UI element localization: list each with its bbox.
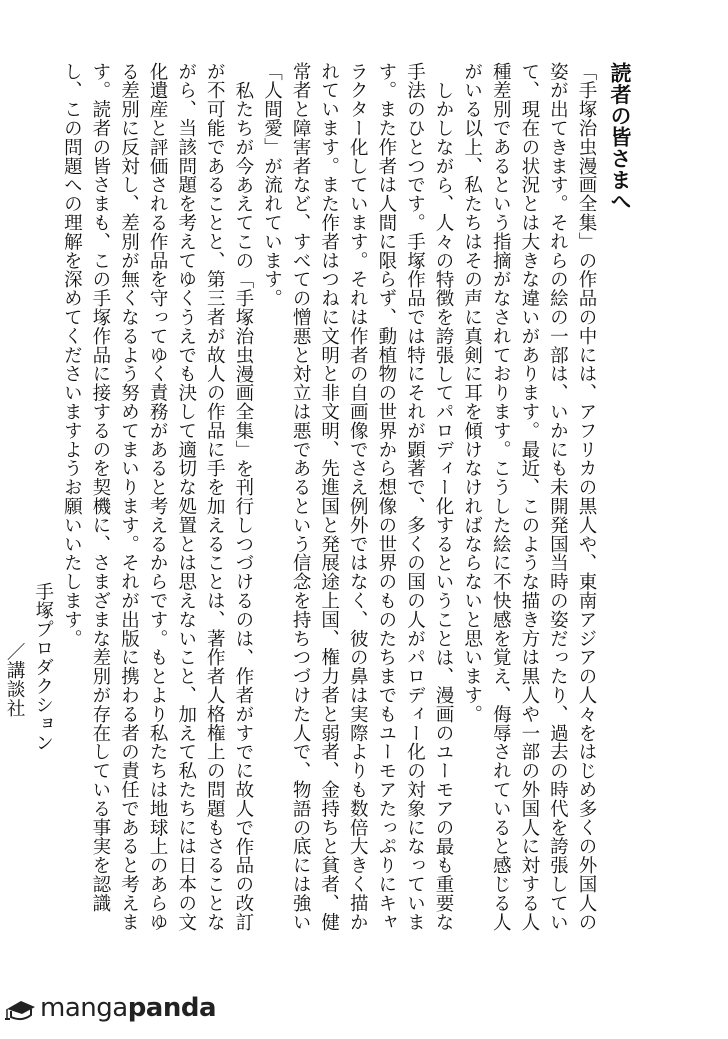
- signature-publisher-1: 手塚プロダクション: [32, 582, 54, 753]
- watermark-text-panda: panda: [127, 993, 217, 1023]
- signature-publisher-2: ／講談社: [4, 642, 26, 718]
- watermark-logo: [4, 988, 217, 1028]
- body-text-block: [4, 62, 640, 942]
- paragraph-1: 「手塚治虫漫画全集」の作品の中には、アフリカの黒人や、東南アジアの人々をはじめ多くの外国人の姿が出てきます。それらの絵の一部は、いかにも未開発国当時の姿だったり、過去の時代を誇張していて、現在の状況とは大きな違いがあります。最近、このような描き方は黒人や一部の外国人に対する人種差別であるという指摘がなされております。こうした絵に不快感を覚え、侮辱されていると感じる人がいる以上、私たちはその声に真剣に耳を傾けなければならないと思います。: [461, 62, 597, 932]
- paragraph-3: 私たちが今あえてこの「手塚治虫漫画全集」を刊行しつづけるのは、作者がすでに故人で作品の改訂が不可能であることと、第三者が故人の作品に手を加えることは、著作者人格権上の問題もさることながら、当該問題を考えてゆくうえでも決して適切な処置とは思えないこと、加えて私たちには日本の文化遺産と評価される作品を守ってゆく責務があると考えるからです。もとより私たちは地球上のあらゆる差別に反対し、差別が無くなるよう努めてまいります。それが出版に携わる者の責任であると考えます。読者の皆さまも、この手塚作品に接するのを契機に、さまざまな差別が存在している事実を認識し、この問題への理解を深めてくださいますようお願いいたします。: [61, 62, 254, 932]
- page-title: 読者の皆さまへ: [608, 62, 633, 212]
- hat-icon: [4, 993, 38, 1023]
- paragraph-2: しかしながら、人々の特徴を誇張してパロディー化するということは、漫画のユーモアの最も重要な手法のひとつです。手塚作品では特にそれが顕著で、多くの国の人がパロディー化の対象になっています。また作者は人間に限らず、動植物の世界から想像の世界のものたちまでもユーモアたっぷりにキャラクター化しています。それは作者の自画像でさえ例外ではなく、彼の鼻は実際よりも数倍大きく描かれています。また作者はつねに文明と非文明、先進国と発展途上国、権力者と弱者、金持ちと貧者、健常者と障害者など、すべての憎悪と対立は悪であるという信念を持ちつづけた人で、物語の底には強い「人間愛」が流れています。: [261, 62, 455, 932]
- watermark-text-manga: manga: [40, 993, 128, 1023]
- watermark-text: [40, 993, 216, 1023]
